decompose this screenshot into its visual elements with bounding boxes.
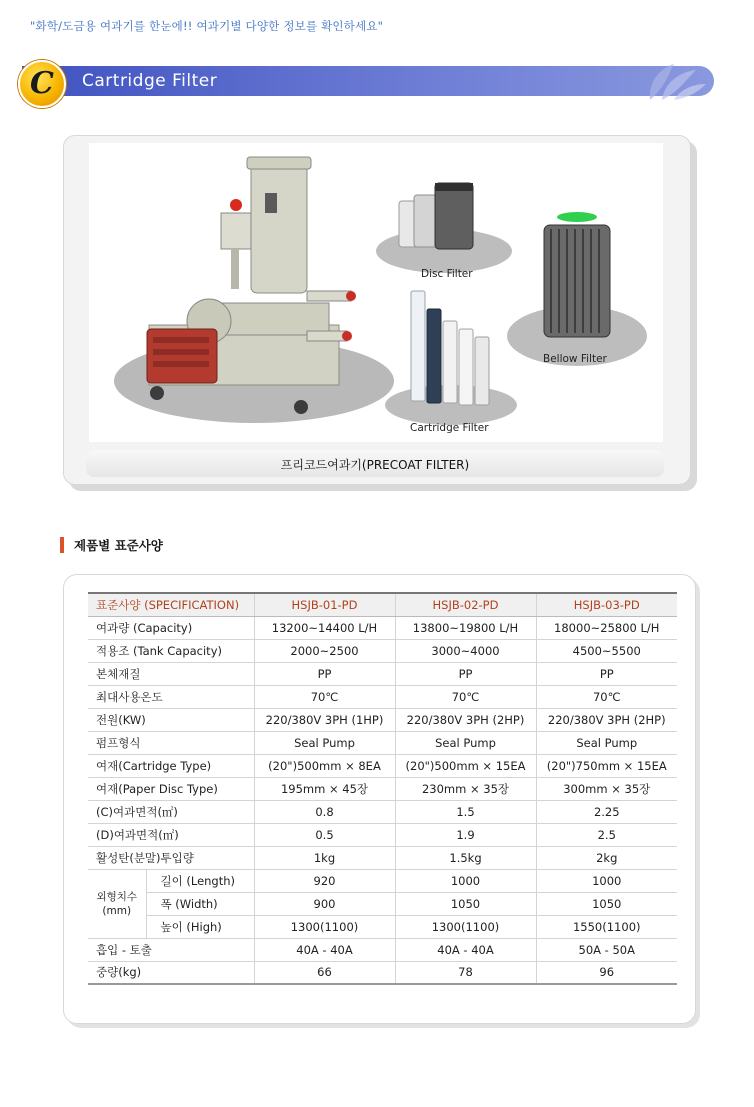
row-value: 13800~19800 L/H [395, 616, 536, 639]
row-value: 70℃ [536, 685, 677, 708]
row-label: 전원(KW) [88, 708, 254, 731]
table-row [88, 846, 677, 869]
table-row [88, 915, 677, 938]
row-label: (D)여과면적(㎡) [88, 823, 254, 846]
row-value: 70℃ [395, 685, 536, 708]
row-value: 1050 [395, 892, 536, 915]
spec-table-header [88, 593, 677, 616]
row-value: 1550(1100) [536, 915, 677, 938]
row-label: 중량(kg) [88, 961, 254, 984]
row-value: 1kg [254, 846, 395, 869]
row-value: 220/380V 3PH (2HP) [395, 708, 536, 731]
tagline: "화학/도금용 여과기를 한눈에!! 여과기별 다양한 정보를 확인하세요" [30, 19, 384, 33]
row-value: (20")500mm × 8EA [254, 754, 395, 777]
product-illustration [89, 143, 663, 442]
product-photo [89, 143, 663, 442]
row-value: 2kg [536, 846, 677, 869]
row-value: 40A - 40A [395, 938, 536, 961]
row-value: 920 [254, 869, 395, 892]
row-value: 0.8 [254, 800, 395, 823]
row-label: 여재(Paper Disc Type) [88, 777, 254, 800]
badge-letter: C [30, 66, 54, 101]
row-value: Seal Pump [254, 731, 395, 754]
row-value: 18000~25800 L/H [536, 616, 677, 639]
row-value: 195mm × 45장 [254, 777, 395, 800]
table-row [88, 731, 677, 754]
row-value: PP [395, 662, 536, 685]
table-row [88, 938, 677, 961]
row-label: 폭 (Width) [146, 892, 254, 915]
row-value: 1300(1100) [254, 915, 395, 938]
row-label: 펌프형식 [88, 731, 254, 754]
row-value: 1.9 [395, 823, 536, 846]
row-value: 230mm × 35장 [395, 777, 536, 800]
row-value: 70℃ [254, 685, 395, 708]
row-value: PP [536, 662, 677, 685]
photo-caption: 프리코드여과기(PRECOAT FILTER) [280, 458, 470, 472]
row-value: 78 [395, 961, 536, 984]
spec-table [88, 592, 677, 985]
header-model: HSJB-01-PD [254, 593, 395, 616]
table-row [88, 662, 677, 685]
row-value: 2000~2500 [254, 639, 395, 662]
row-label: 여재(Cartridge Type) [88, 754, 254, 777]
row-value: PP [254, 662, 395, 685]
row-value: 3000~4000 [395, 639, 536, 662]
header-model: HSJB-02-PD [395, 593, 536, 616]
row-value: 50A - 50A [536, 938, 677, 961]
row-label: 본체재질 [88, 662, 254, 685]
row-value: Seal Pump [395, 731, 536, 754]
row-value: 1.5 [395, 800, 536, 823]
banner-title: Cartridge Filter [82, 71, 218, 91]
row-value: 300mm × 35장 [536, 777, 677, 800]
header-spec: 표준사양 (SPECIFICATION) [88, 593, 254, 616]
row-label: 최대사용온도 [88, 685, 254, 708]
row-value: (20")750mm × 15EA [536, 754, 677, 777]
dimension-group-label-line2: (mm) [102, 904, 132, 917]
table-row [88, 639, 677, 662]
row-value: 4500~5500 [536, 639, 677, 662]
header-model: HSJB-03-PD [536, 593, 677, 616]
dimension-group-label [88, 869, 146, 938]
row-value: 96 [536, 961, 677, 984]
table-row [88, 892, 677, 915]
disc-filter-label: Disc Filter [421, 268, 473, 280]
row-value: 2.25 [536, 800, 677, 823]
row-value: (20")500mm × 15EA [395, 754, 536, 777]
table-row [88, 754, 677, 777]
row-value: 1050 [536, 892, 677, 915]
table-row [88, 823, 677, 846]
table-row [88, 800, 677, 823]
row-value: 1.5kg [395, 846, 536, 869]
row-value: 66 [254, 961, 395, 984]
row-value: 1000 [536, 869, 677, 892]
row-value: 0.5 [254, 823, 395, 846]
row-value: 13200~14400 L/H [254, 616, 395, 639]
table-row [88, 869, 677, 892]
row-value: 1300(1100) [395, 915, 536, 938]
row-label: 활성탄(분말)투입량 [88, 846, 254, 869]
leaf-decoration-icon [640, 62, 708, 102]
row-value: 220/380V 3PH (2HP) [536, 708, 677, 731]
bellow-filter-label: Bellow Filter [543, 353, 607, 365]
row-value: Seal Pump [536, 731, 677, 754]
row-value: 40A - 40A [254, 938, 395, 961]
row-label: 적용조 (Tank Capacity) [88, 639, 254, 662]
row-value: 900 [254, 892, 395, 915]
section-marker [60, 537, 64, 553]
row-label: (C)여과면적(㎡) [88, 800, 254, 823]
table-row [88, 961, 677, 984]
row-label: 길이 (Length) [146, 869, 254, 892]
section-title: 제품별 표준사양 [74, 538, 163, 553]
table-row [88, 685, 677, 708]
table-row [88, 708, 677, 731]
section-heading [60, 536, 163, 554]
table-row [88, 777, 677, 800]
row-label: 흡입 - 토출 [88, 938, 254, 961]
row-label: 여과량 (Capacity) [88, 616, 254, 639]
row-value: 1000 [395, 869, 536, 892]
row-value: 2.5 [536, 823, 677, 846]
dimension-group-label-line1: 외형치수 [96, 890, 138, 903]
cartridge-filter-label: Cartridge Filter [410, 422, 489, 434]
table-row [88, 616, 677, 639]
row-value: 220/380V 3PH (1HP) [254, 708, 395, 731]
row-label: 높이 (High) [146, 915, 254, 938]
